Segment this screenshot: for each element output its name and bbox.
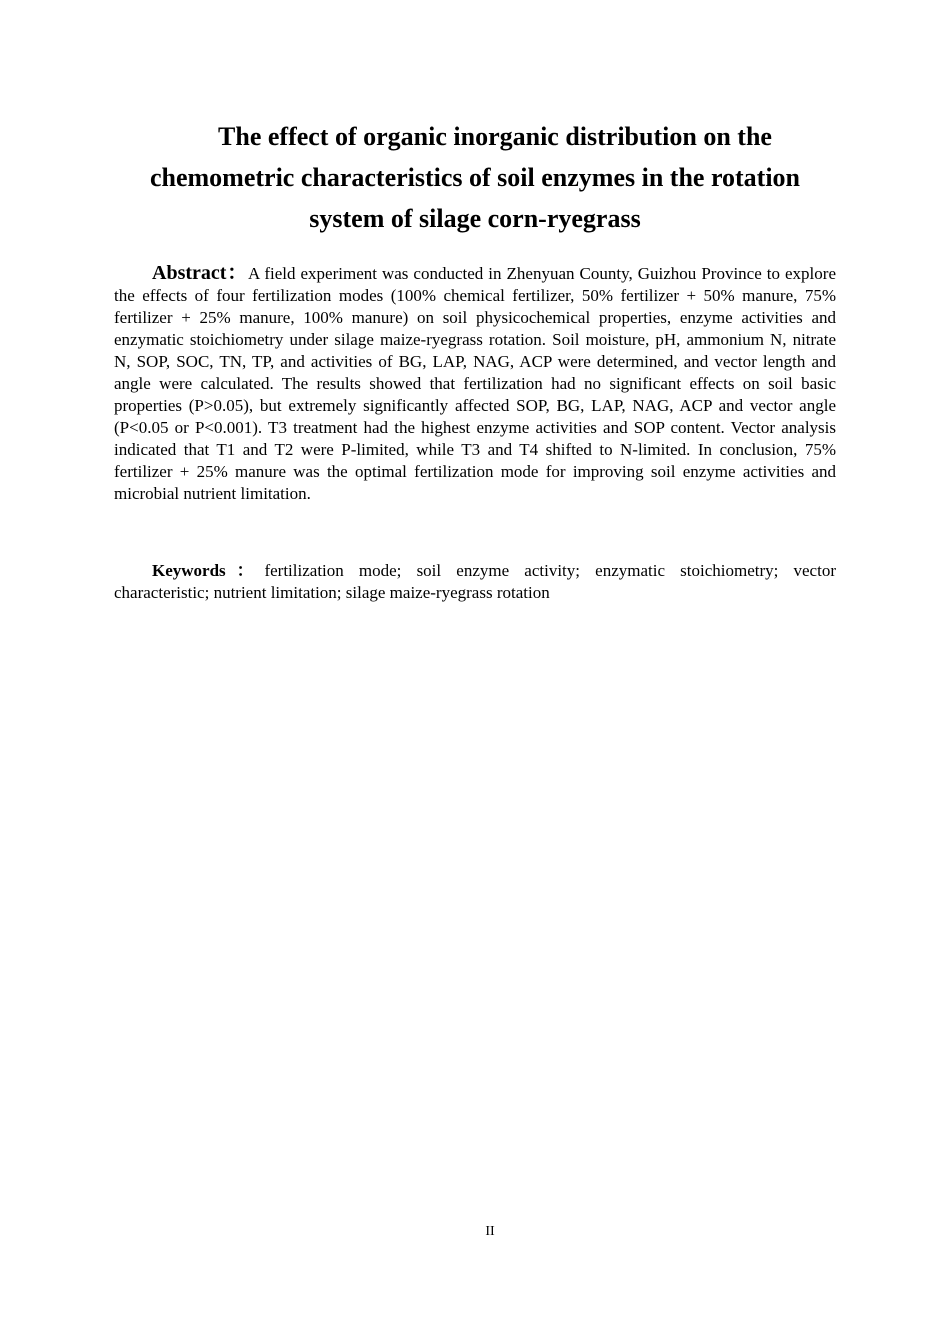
keywords-text: fertilization mode; soil enzyme activity; enzymatic stoichiometry; vector characteristic; nutrient limitation; silage maize-ryegrass rotation [114,561,836,602]
document-title [112,116,838,239]
page-number: II [485,1224,495,1239]
abstract-label: Abstract： [152,262,248,284]
keywords-label: Keywords： [152,561,265,580]
abstract-paragraph [114,262,836,505]
keywords-paragraph [114,560,836,604]
document-title-text: The effect of organic inorganic distribution on the chemometric characteristics of soil enzymes in the rotation system of silage corn-ryegrass [149,122,801,233]
abstract-text: A field experiment was conducted in Zhenyuan County, Guizhou Province to explore the effects of four fertilization modes (100% chemical fertilizer, 50% fertilizer + 50% manure, 75% fertilizer + 25% manure, 100% manure) on soil physicochemical properties, enzyme activities and enzymatic stoichiometry under silage maize-ryegrass rotation. Soil moisture, pH, ammonium N, nitrate N, SOP, SOC, TN, TP, and activities of BG, LAP, NAG, ACP were determined, and vector length and angle were calculated. The results showed that fertilization had no significant effects on soil basic properties (P>0.05), but extremely significantly affected SOP, BG, LAP, NAG, ACP and vector angle (P<0.05 or P<0.001). T3 treatment had the highest enzyme activities and SOP content. Vector analysis indicated that T1 and T2 were P-limited, while T3 and T4 shifted to N-limited. In conclusion, 75% fertilizer + 25% manure was the optimal fertilization mode for improving soil enzyme activities and microbial nutrient limitation. [114,264,836,503]
